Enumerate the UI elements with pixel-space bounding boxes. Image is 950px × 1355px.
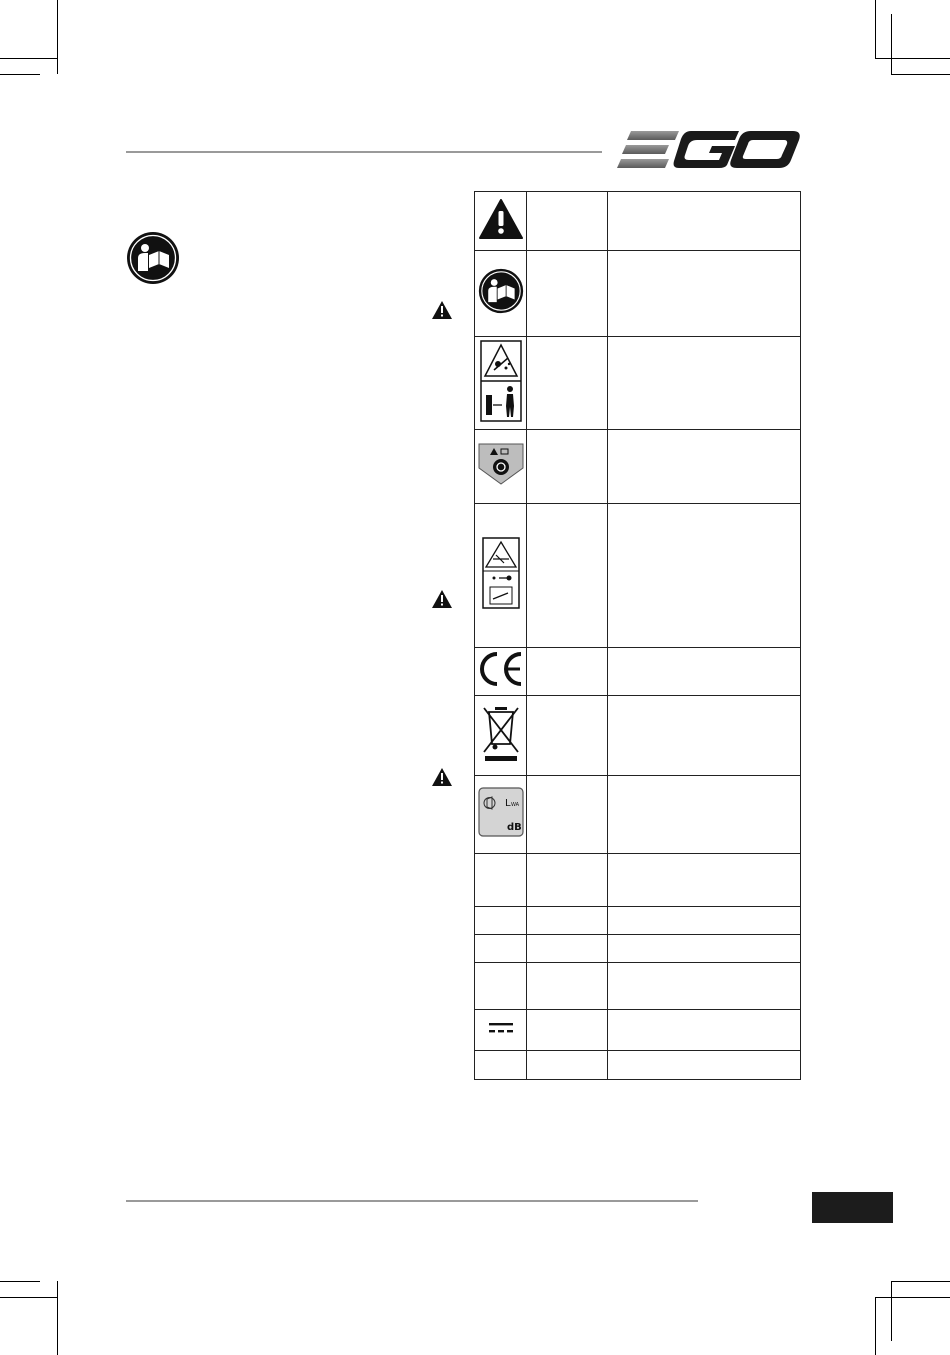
symbol-name [528,1051,608,1079]
symbol-description [609,648,800,695]
symbol-description [609,337,800,429]
page-number-tab [812,1192,893,1223]
table-row [475,337,800,430]
symbol-description [609,1051,800,1079]
svg-text:dB: dB [507,822,522,833]
table-row [475,963,800,1010]
symbol-name [528,935,608,962]
weee-bin-icon [481,704,521,767]
blade-hazard-remove-key-icon [482,537,520,614]
table-row [475,192,800,251]
ce-mark-icon [478,651,524,692]
symbol-description [609,504,800,647]
symbol-description [609,854,800,906]
safety-alert-icon [479,199,523,244]
symbol-name [528,192,608,250]
sound-power-lwa-icon [478,787,524,842]
ego-logo [617,127,803,173]
symbol-description [609,776,800,853]
read-manual-icon [126,231,180,285]
table-row [475,648,800,696]
symbol-description [609,963,800,1009]
symbol-description [609,251,800,336]
svg-text:WA: WA [511,802,520,808]
symbol-description [609,192,800,250]
symbol-name [528,648,608,695]
symbols-table [474,191,801,1080]
symbol-name [528,337,608,429]
header-rule [126,151,602,153]
table-row [475,1051,800,1079]
table-row [475,854,800,907]
read-manual-icon [478,268,524,319]
table-row [475,696,800,776]
warning-triangle-icon [431,300,453,320]
direct-current-icon [488,1020,514,1041]
symbol-name [528,251,608,336]
symbol-description [609,907,800,934]
table-row [475,935,800,963]
symbol-name [528,696,608,775]
hot-surface-warning-label-icon [477,442,525,491]
table-row [475,776,800,854]
symbol-name [528,907,608,934]
thrown-objects-keep-distance-icon [480,340,522,427]
symbol-name [528,504,608,647]
symbol-name [528,430,608,503]
table-row [475,1010,800,1051]
symbol-name [528,963,608,1009]
symbol-name [528,776,608,853]
symbol-description [609,935,800,962]
symbol-name [528,854,608,906]
symbol-description [609,1010,800,1050]
table-row [475,504,800,648]
table-row [475,251,800,337]
svg-text:L: L [505,798,511,809]
symbol-description [609,696,800,775]
table-row [475,907,800,935]
symbol-name [528,1010,608,1050]
footer-rule [126,1200,698,1202]
symbol-description [609,430,800,503]
warning-triangle-icon [431,589,453,609]
table-row [475,430,800,504]
warning-triangle-icon [431,767,453,787]
